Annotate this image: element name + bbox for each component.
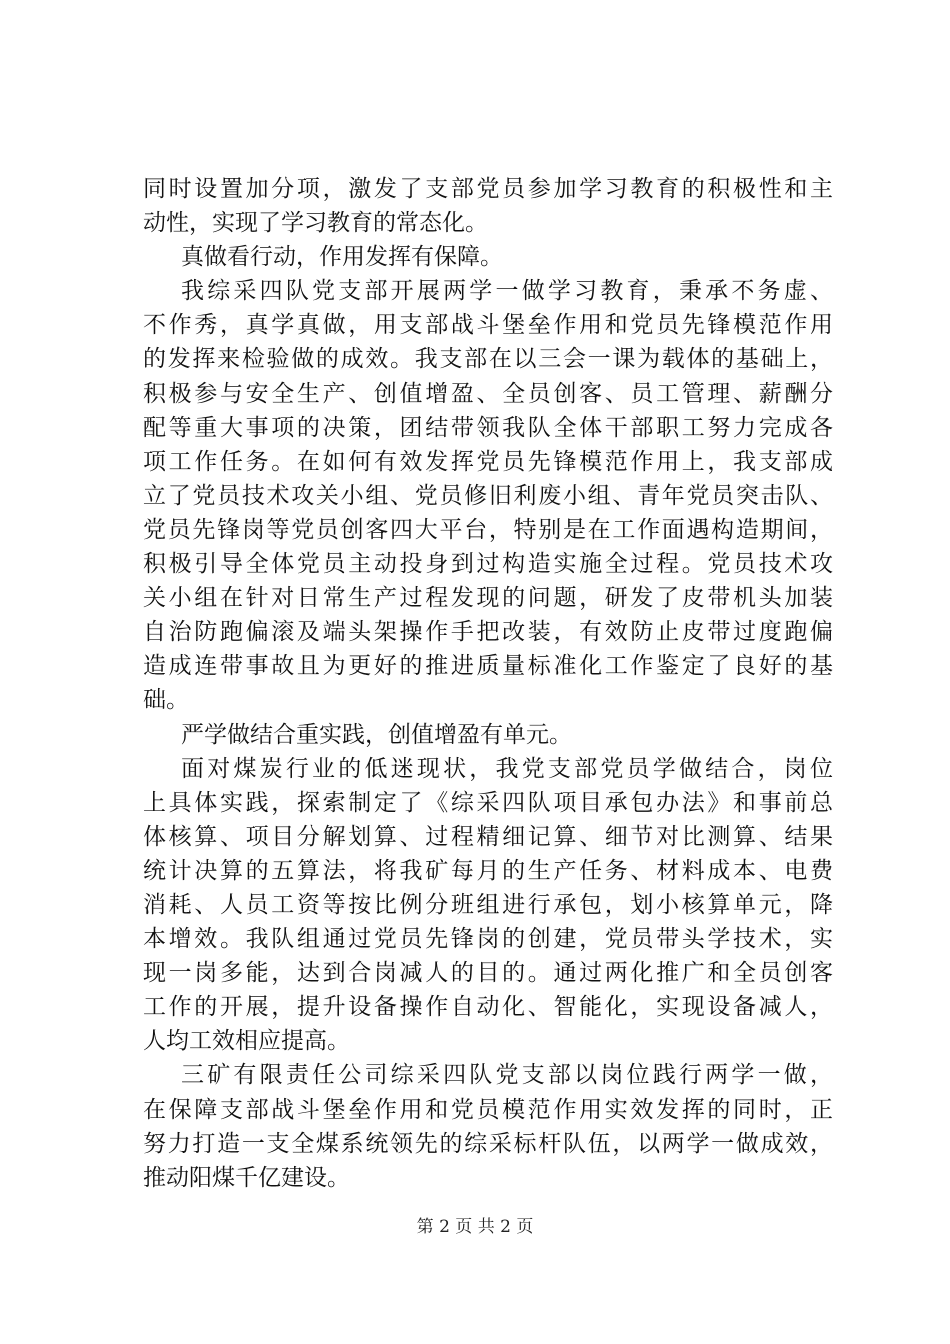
page-footer bbox=[0, 1217, 950, 1237]
text-line: 同时设置加分项，激发了支部党员参加学习教育的积极性和主 bbox=[143, 176, 833, 202]
text-line: 造成连带事故且为更好的推进质量标准化工作鉴定了良好的基 bbox=[143, 653, 833, 680]
text-line: 上具体实践，探索制定了《综采四队项目承包办法》和事前总 bbox=[143, 789, 833, 816]
text-line: 体核算、项目分解划算、过程精细记算、细节对比测算、结果 bbox=[143, 823, 833, 850]
text-line: 党员先锋岗等党员创客四大平台，特别是在工作面遇构造期间， bbox=[143, 516, 833, 543]
text-line: 消耗、人员工资等按比例分班组进行承包，划小核算单元，降 bbox=[143, 891, 833, 918]
text-line: 自治防跑偏滚及端头架操作手把改装，有效防止皮带过度跑偏 bbox=[143, 619, 833, 646]
text-line: 配等重大事项的决策，团结带领我队全体干部职工努力完成各 bbox=[143, 414, 833, 441]
text-line: 在保障支部战斗堡垒作用和党员模范作用实效发挥的同时，正 bbox=[143, 1096, 833, 1123]
text-line: 面对煤炭行业的低迷现状，我党支部党员学做结合，岗位 bbox=[181, 755, 833, 782]
text-line: 本增效。我队组通过党员先锋岗的创建，党员带头学技术，实 bbox=[143, 926, 833, 953]
page-number: 第 2 页 共 2 页 bbox=[416, 1217, 534, 1237]
text-line: 积极引导全体党员主动投身到过构造实施全过程。党员技术攻 bbox=[143, 551, 833, 578]
text-line: 础。 bbox=[143, 687, 189, 714]
text-line: 努力打造一支全煤系统领先的综采标杆队伍，以两学一做成效， bbox=[143, 1130, 833, 1157]
text-line: 不作秀，真学真做，用支部战斗堡垒作用和党员先锋模范作用 bbox=[143, 312, 833, 339]
text-line: 积极参与安全生产、创值增盈、全员创客、员工管理、薪酬分 bbox=[143, 380, 833, 407]
text-line: 关小组在针对日常生产过程发现的问题，研发了皮带机头加装 bbox=[143, 585, 833, 612]
document-body bbox=[143, 172, 833, 1195]
text-line: 的发挥来检验做的成效。我支部在以三会一课为载体的基础上， bbox=[143, 346, 833, 373]
text-line: 项工作任务。在如何有效发挥党员先锋模范作用上，我支部成 bbox=[143, 448, 833, 475]
text-line: 三矿有限责任公司综采四队党支部以岗位践行两学一做， bbox=[181, 1062, 833, 1089]
text-line: 工作的开展，提升设备操作自动化、智能化，实现设备减人， bbox=[143, 994, 833, 1021]
text-line: 现一岗多能，达到合岗减人的目的。通过两化推广和全员创客 bbox=[143, 960, 833, 987]
text-line: 立了党员技术攻关小组、党员修旧利废小组、青年党员突击队、 bbox=[143, 482, 833, 509]
text-line: 统计决算的五算法，将我矿每月的生产任务、材料成本、电费 bbox=[143, 857, 833, 884]
section-heading: 真做看行动，作用发挥有保障。 bbox=[181, 244, 503, 271]
text-line: 动性，实现了学习教育的常态化。 bbox=[143, 210, 488, 237]
text-line: 人均工效相应提高。 bbox=[143, 1028, 350, 1055]
text-line: 我综采四队党支部开展两学一做学习教育，秉承不务虚、 bbox=[181, 278, 833, 305]
section-heading: 严学做结合重实践，创值增盈有单元。 bbox=[181, 721, 572, 748]
text-line: 推动阳煤千亿建设。 bbox=[143, 1164, 350, 1191]
